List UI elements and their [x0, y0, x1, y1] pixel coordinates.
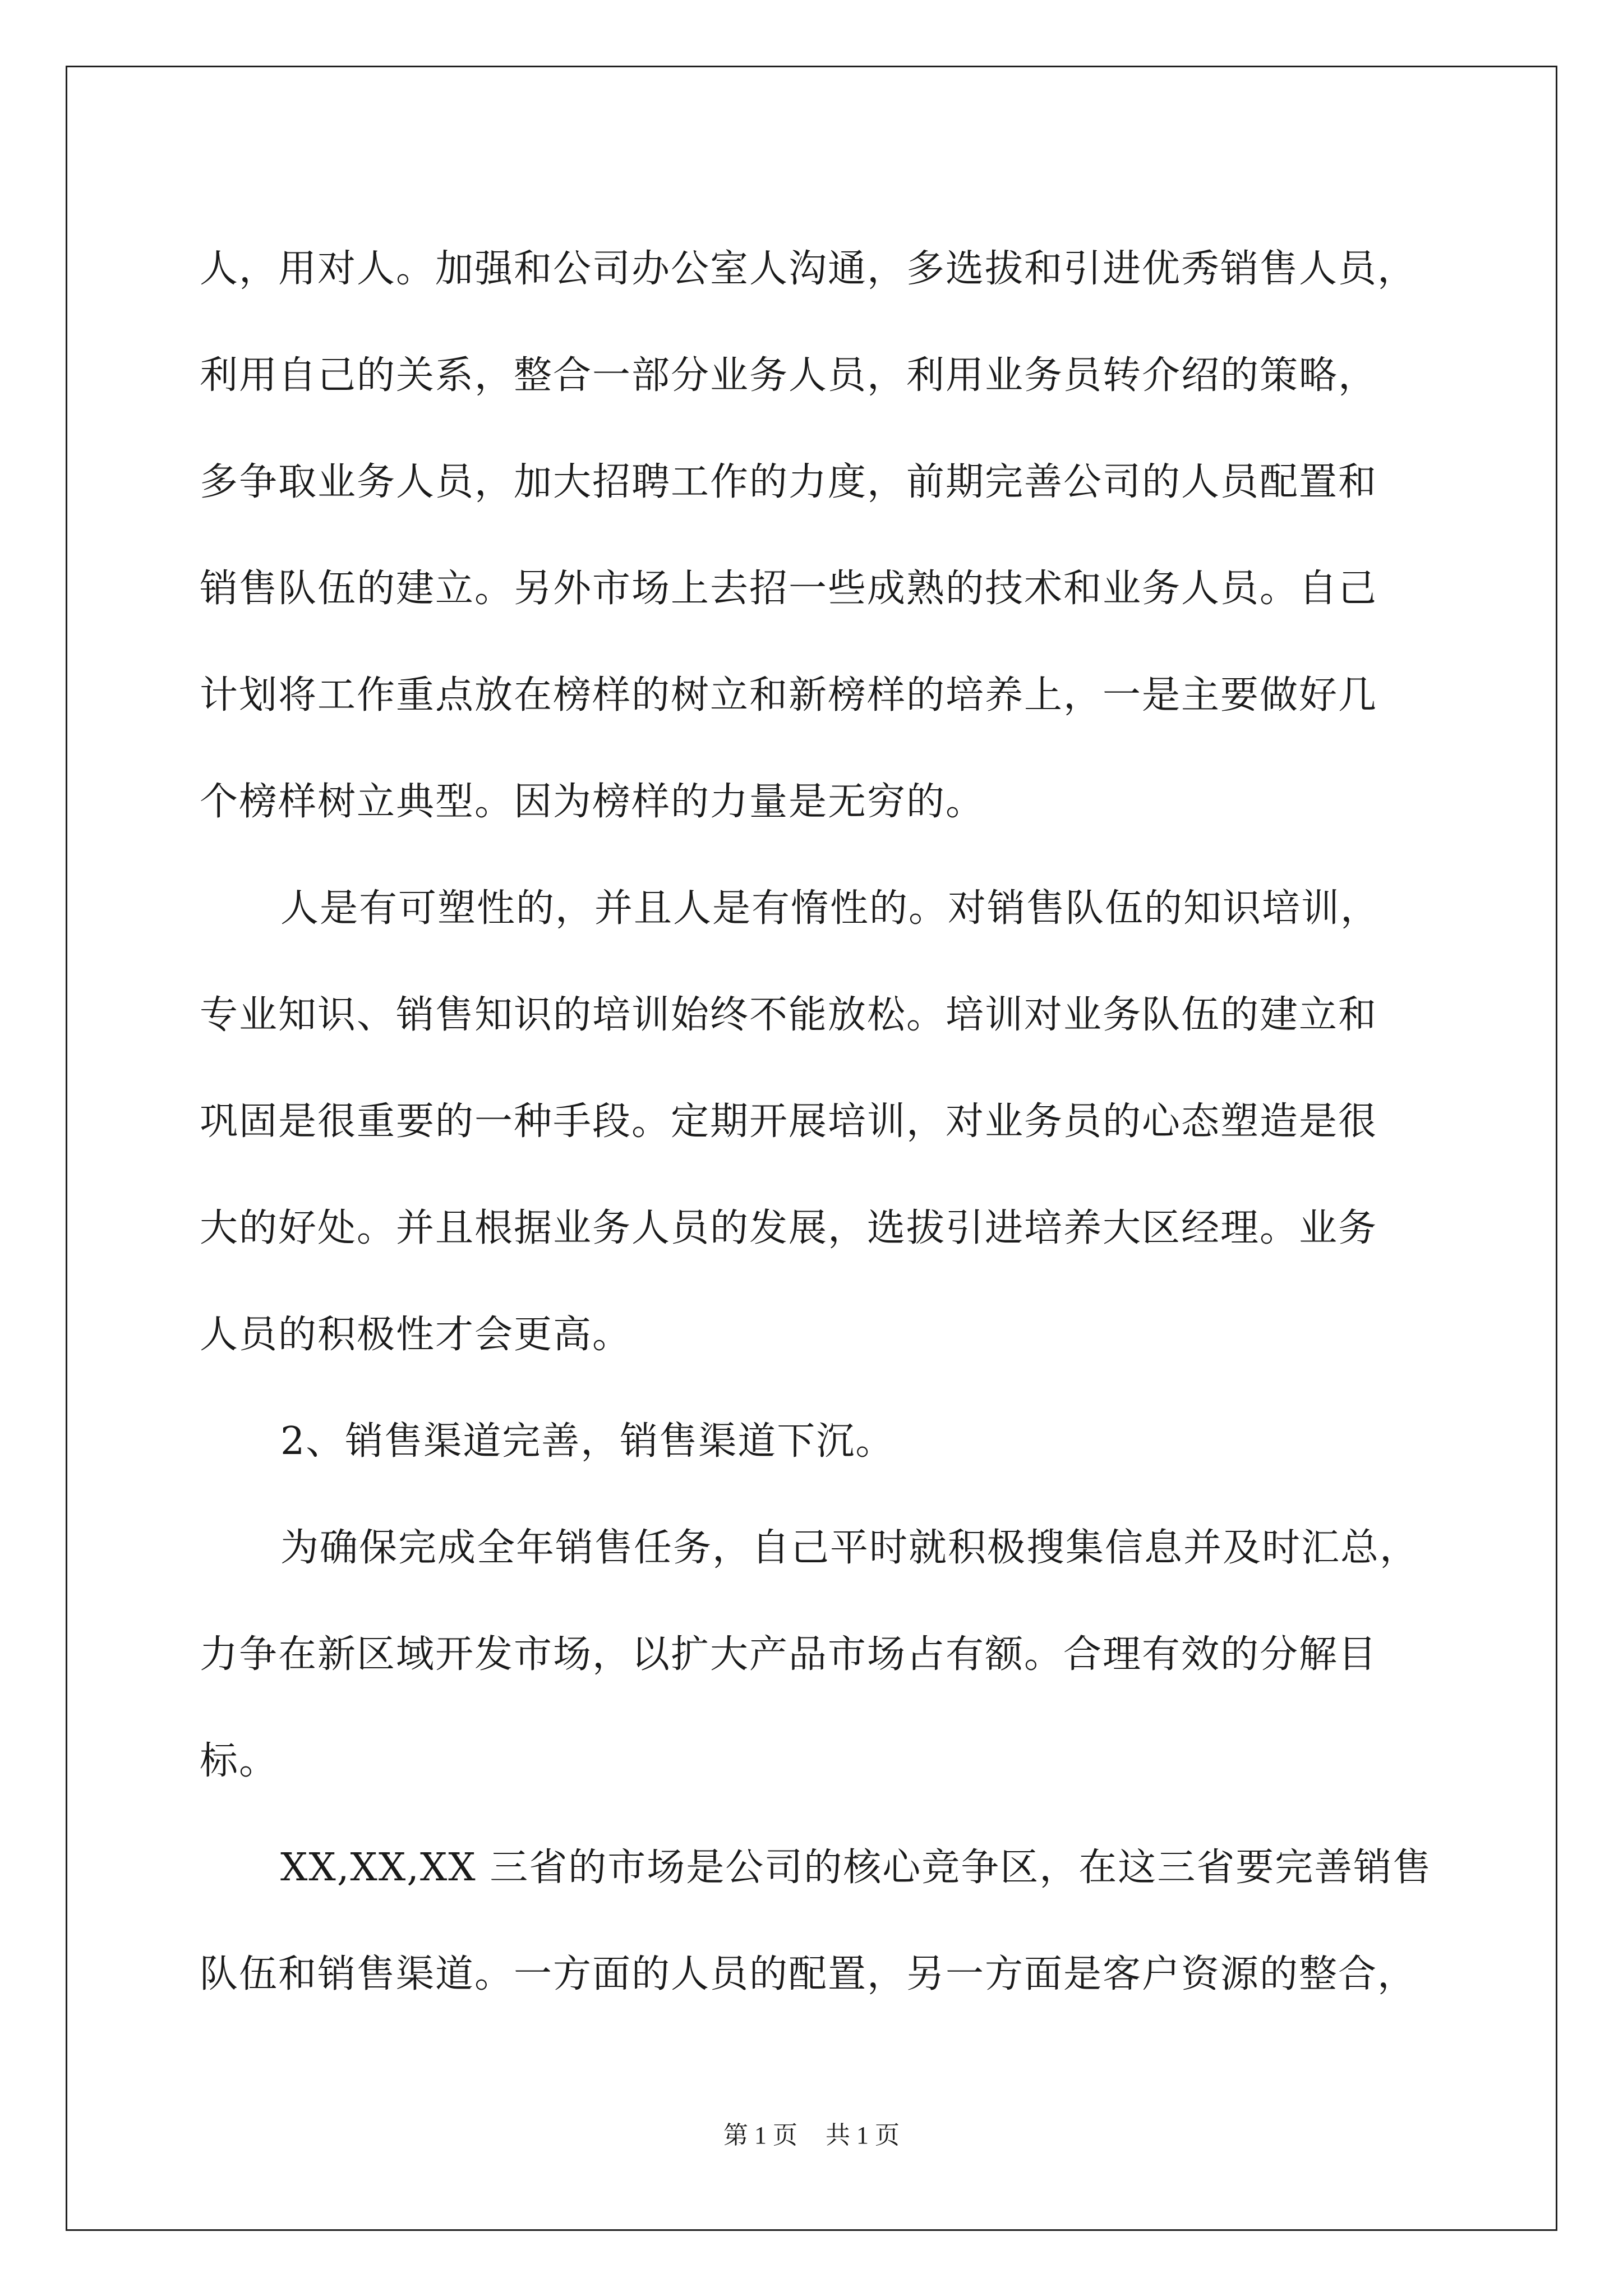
- text-line: 个榜样树立典型。因为榜样的力量是无穷的。: [200, 780, 985, 824]
- text-line: 队伍和销售渠道。一方面的人员的配置，另一方面是客户资源的整合，: [200, 1952, 1417, 1996]
- text-line: 人，用对人。加强和公司办公室人沟通，多选拔和引进优秀销售人员，: [200, 247, 1417, 291]
- section-heading: 2、销售渠道完善，销售渠道下沉。: [280, 1419, 895, 1464]
- text-line: 标。: [200, 1739, 279, 1783]
- page-footer: [0, 2115, 1623, 2151]
- text-line: 力争在新区域开发市场，以扩大产品市场占有额。合理有效的分解目: [200, 1632, 1378, 1677]
- text-line: 大的好处。并且根据业务人员的发展，选拔引进培养大区经理。业务: [200, 1206, 1378, 1250]
- text-line: 销售队伍的建立。另外市场上去招一些成熟的技术和业务人员。自己: [200, 567, 1378, 611]
- text-line: 人员的积极性才会更高。: [200, 1313, 632, 1357]
- document-body: [200, 216, 1453, 2028]
- text-line: 多争取业务人员，加大招聘工作的力度，前期完善公司的人员配置和: [200, 460, 1378, 504]
- text-line: 利用自己的关系，整合一部分业务人员，利用业务员转介绍的策略，: [200, 353, 1378, 398]
- page-number: 第 1 页: [723, 2122, 797, 2149]
- text-line: 巩固是很重要的一种手段。定期开展培训，对业务员的心态塑造是很: [200, 1099, 1378, 1144]
- text-line: 计划将工作重点放在榜样的树立和新榜样的培养上，一是主要做好几: [200, 673, 1378, 717]
- paragraph-start-line: XX,XX,XX 三省的市场是公司的核心竞争区，在这三省要完善销售: [280, 1846, 1432, 1890]
- text-line: 专业知识、销售知识的培训始终不能放松。培训对业务队伍的建立和: [200, 993, 1378, 1037]
- paragraph-start-line: 为确保完成全年销售任务，自己平时就积极搜集信息并及时汇总，: [280, 1526, 1419, 1570]
- page-total: 共 1 页: [826, 2122, 900, 2149]
- paragraph-start-line: 人是有可塑性的，并且人是有惰性的。对销售队伍的知识培训，: [280, 886, 1380, 931]
